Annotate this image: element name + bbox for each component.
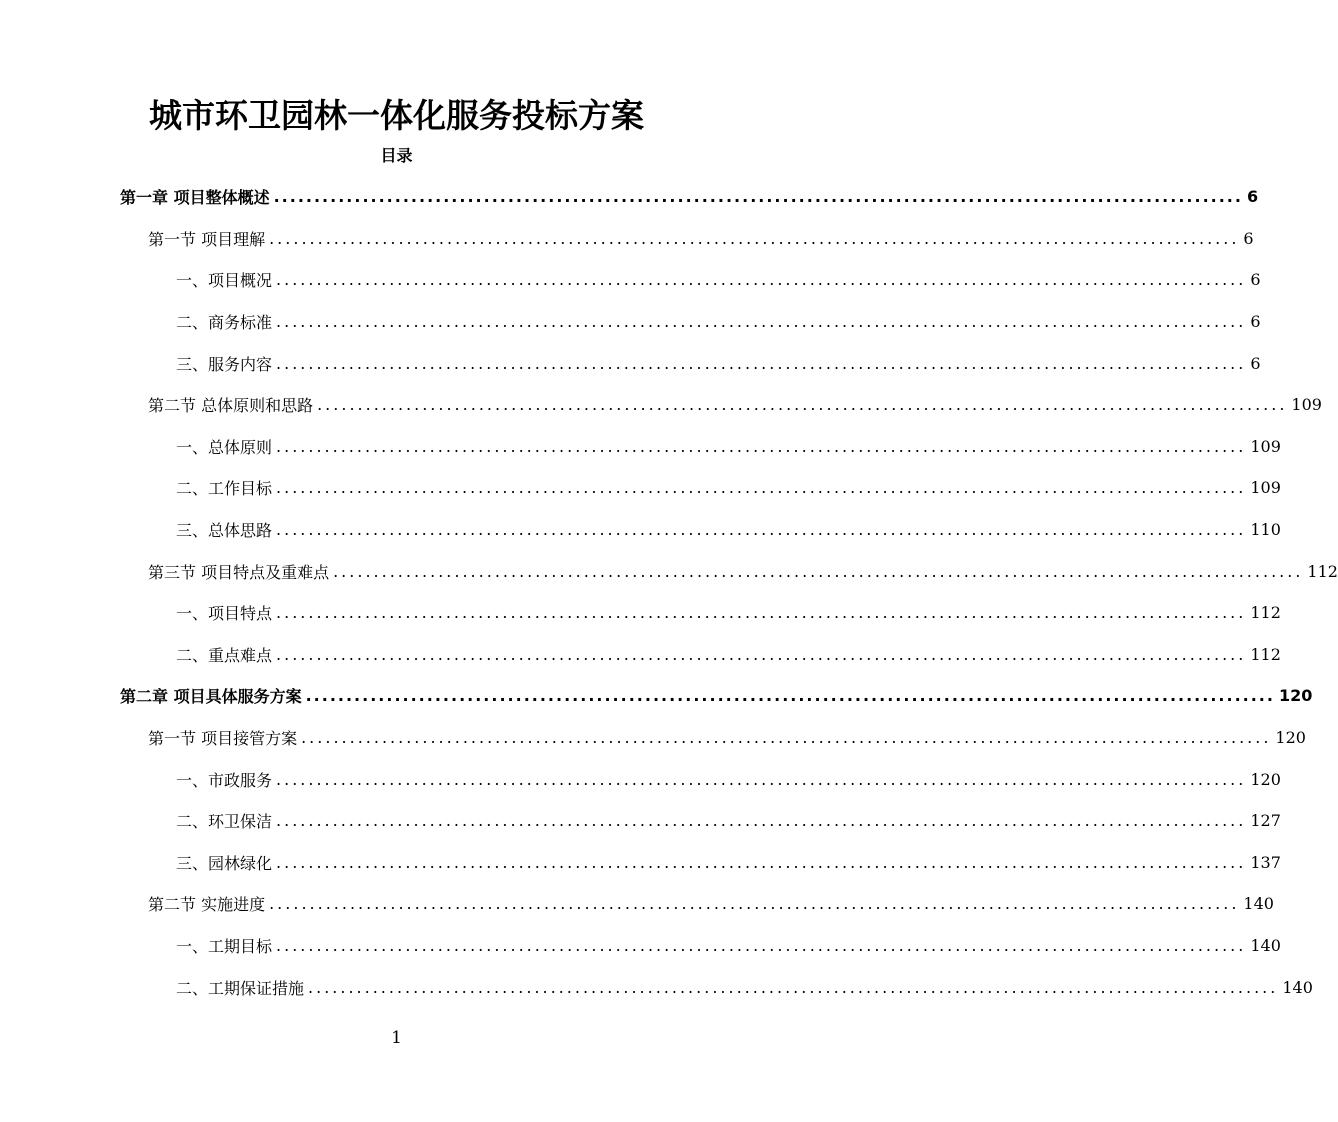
toc-page-number: 110 [1250, 520, 1281, 540]
toc-entry[interactable] [0, 301, 1261, 343]
toc-entry-title: 一、项目概况 [176, 271, 273, 291]
toc-entry[interactable] [0, 800, 1281, 842]
toc-entry-title: 一、市政服务 [176, 770, 273, 790]
toc-entry[interactable] [0, 717, 1306, 759]
toc-entry[interactable] [0, 426, 1281, 468]
toc-entry[interactable] [0, 176, 1259, 218]
toc-page-number: 140 [1282, 977, 1313, 997]
toc-page-number: 120 [1250, 769, 1281, 789]
toc-dot-leader: ........................................................................................................................ [305, 686, 1275, 706]
toc-dot-leader: ........................................................................................................................ [317, 395, 1288, 415]
toc-entry-title: 第一节 项目接管方案 [148, 729, 298, 749]
toc-dot-leader: ........................................................................................................................ [276, 603, 1247, 623]
toc-entry[interactable] [0, 384, 1322, 426]
toc-entry-title: 二、工作目标 [176, 479, 273, 499]
toc-page-number: 112 [1250, 603, 1281, 623]
toc-entry-title: 第一章 项目整体概述 [120, 188, 270, 208]
toc-entry-title: 一、总体原则 [176, 437, 273, 457]
toc-entry-title: 二、工期保证措施 [176, 978, 305, 998]
page-number: 1 [391, 1028, 402, 1048]
toc-page-number: 6 [1250, 353, 1261, 373]
toc-dot-leader: ........................................................................................................................ [276, 935, 1247, 955]
toc-entry[interactable] [0, 634, 1281, 676]
toc-entry[interactable] [0, 925, 1281, 967]
toc-entry-title: 一、工期目标 [176, 936, 273, 956]
toc-entry[interactable] [0, 342, 1261, 384]
toc-entry[interactable] [0, 883, 1274, 925]
toc-page-number: 109 [1291, 395, 1322, 415]
toc-dot-leader: ........................................................................................................................ [276, 270, 1247, 290]
toc-entry[interactable] [0, 509, 1281, 551]
toc-dot-leader: ........................................................................................................................ [269, 894, 1240, 914]
toc-entry[interactable] [0, 592, 1281, 634]
toc-entry[interactable] [0, 758, 1281, 800]
toc-dot-leader: ........................................................................................................................ [276, 852, 1247, 872]
toc-page-number: 6 [1243, 228, 1254, 248]
toc-page-number: 6 [1250, 312, 1261, 332]
toc-entry-title: 一、项目特点 [176, 604, 273, 624]
toc-entry[interactable] [0, 259, 1261, 301]
toc-entry[interactable] [0, 842, 1281, 884]
toc-entry[interactable] [0, 467, 1281, 509]
toc-dot-leader: ........................................................................................................................ [273, 187, 1243, 207]
toc-page-number: 109 [1250, 436, 1281, 456]
toc-dot-leader: ........................................................................................................................ [276, 478, 1247, 498]
toc-entry-title: 第二节 实施进度 [148, 895, 266, 915]
toc-entry[interactable] [0, 966, 1313, 1008]
toc-entry[interactable] [0, 675, 1313, 717]
toc-page-number: 140 [1243, 894, 1274, 914]
toc-entry-title: 二、环卫保洁 [176, 812, 273, 832]
toc-page-number: 112 [1307, 561, 1338, 581]
toc-dot-leader: ........................................................................................................................ [269, 228, 1240, 248]
toc-dot-leader: ........................................................................................................................ [276, 436, 1247, 456]
table-of-contents [0, 176, 1338, 1008]
toc-entry-title: 三、园林绿化 [176, 853, 273, 873]
document-title: 城市环卫园林一体化服务投标方案 [149, 96, 644, 135]
toc-page-number: 120 [1278, 686, 1313, 706]
toc-page-number: 112 [1250, 644, 1281, 664]
toc-dot-leader: ........................................................................................................................ [276, 312, 1247, 332]
toc-dot-leader: ........................................................................................................................ [276, 811, 1247, 831]
toc-entry-title: 第一节 项目理解 [148, 229, 266, 249]
toc-dot-leader: ........................................................................................................................ [308, 977, 1279, 997]
toc-entry[interactable] [0, 550, 1338, 592]
toc-entry[interactable] [0, 218, 1254, 260]
toc-dot-leader: ........................................................................................................................ [276, 353, 1247, 373]
toc-entry-title: 三、总体思路 [176, 521, 273, 541]
toc-page-number: 6 [1246, 187, 1259, 207]
toc-dot-leader: ........................................................................................................................ [333, 561, 1304, 581]
toc-page-number: 109 [1250, 478, 1281, 498]
toc-page-number: 137 [1250, 852, 1281, 872]
toc-dot-leader: ........................................................................................................................ [276, 769, 1247, 789]
toc-heading: 目录 [380, 146, 413, 165]
toc-page-number: 6 [1250, 270, 1261, 290]
toc-entry-title: 二、重点难点 [176, 645, 273, 665]
toc-entry-title: 三、服务内容 [176, 354, 273, 374]
toc-dot-leader: ........................................................................................................................ [301, 728, 1272, 748]
toc-entry-title: 第二节 总体原则和思路 [148, 396, 314, 416]
toc-page-number: 120 [1275, 728, 1306, 748]
toc-dot-leader: ........................................................................................................................ [276, 520, 1247, 540]
toc-entry-title: 二、商务标准 [176, 313, 273, 333]
toc-dot-leader: ........................................................................................................................ [276, 644, 1247, 664]
toc-entry-title: 第三节 项目特点及重难点 [148, 562, 330, 582]
toc-page-number: 127 [1250, 811, 1281, 831]
toc-page-number: 140 [1250, 935, 1281, 955]
toc-entry-title: 第二章 项目具体服务方案 [120, 687, 302, 707]
